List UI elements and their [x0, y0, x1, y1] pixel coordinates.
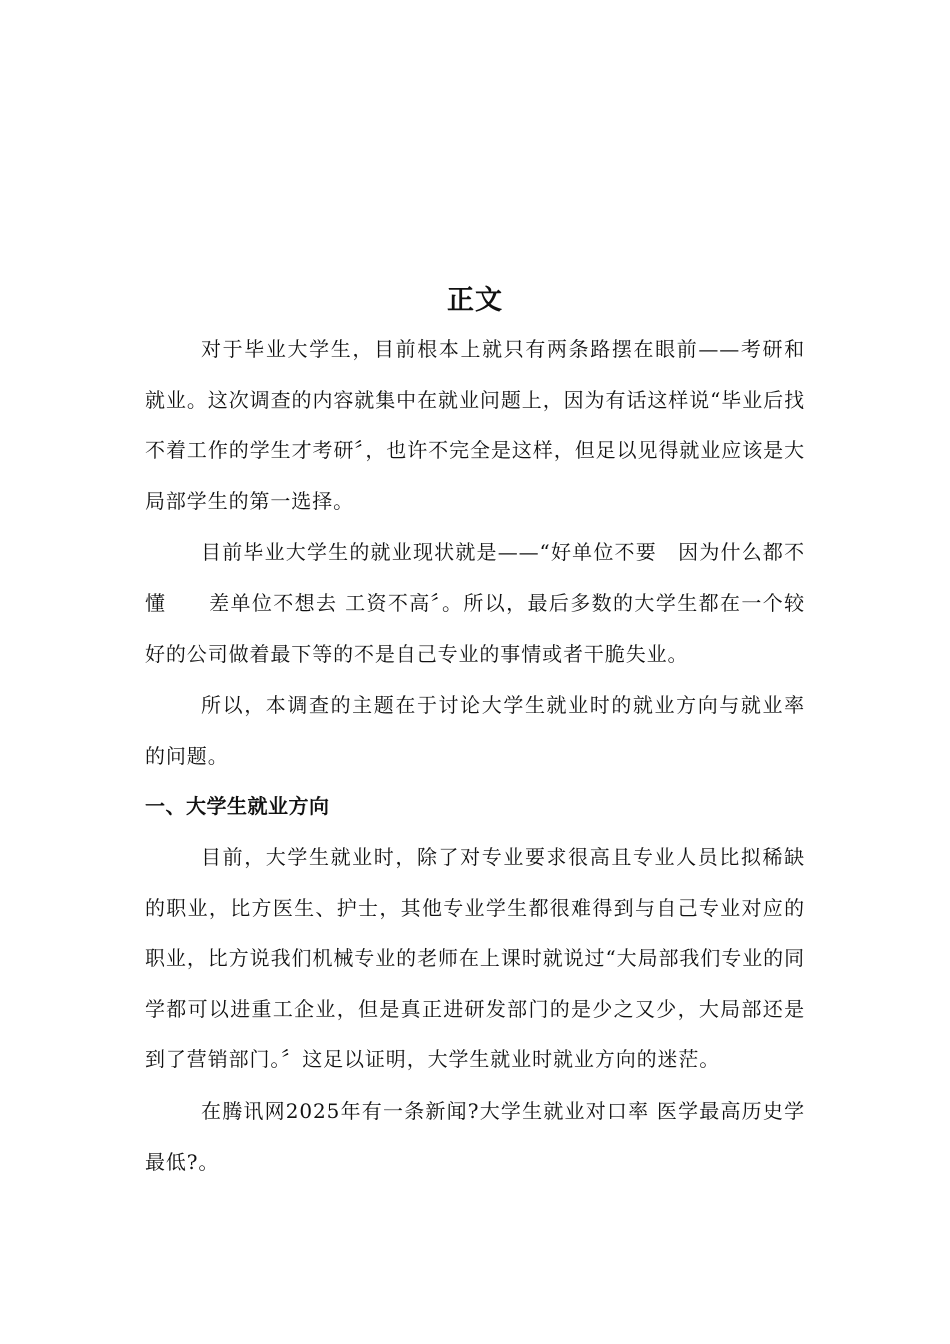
section1-paragraph-1: 目前，大学生就业时，除了对专业要求很高且专业人员比拟稀缺的职业，比方医生、护士，其他专业学生都很难得到与自己专业对应的职业，比方说我们机械专业的老师在上课时就说过“大局部我们专业的同学都可以进重工企业，但是真正进研发部门的是少之又少，大局部还是到了营销部门。〞这足以证明，大学生就业时就业方向的迷茫。 — [145, 844, 805, 1072]
document-title: 正文 — [447, 285, 503, 316]
section-heading-employment-direction: 一、大学生就业方向 — [145, 794, 330, 819]
intro-paragraph-1: 对于毕业大学生，目前根本上就只有两条路摆在眼前——考研和就业。这次调查的内容就集中在就业问题上，因为有话这样说“毕业后找不着工作的学生才考研〞，也许不完全是这样，但足以见得就业应该是大局部学生的第一选择。 — [145, 337, 805, 513]
document-body — [145, 278, 805, 1187]
section1-paragraph-2: 在腾讯网2025年有一条新闻?大学生就业对口率 医学最高历史学最低?。 — [145, 1098, 805, 1174]
intro-paragraph-2: 目前毕业大学生的就业现状就是——“好单位不要 因为什么都不懂 差单位不想去 工资不高〞。所以，最后多数的大学生都在一个较好的公司做着最下等的不是自己专业的事情或者干脆失业。 — [145, 540, 805, 666]
intro-paragraph-3: 所以，本调查的主题在于讨论大学生就业时的就业方向与就业率的问题。 — [145, 693, 805, 768]
